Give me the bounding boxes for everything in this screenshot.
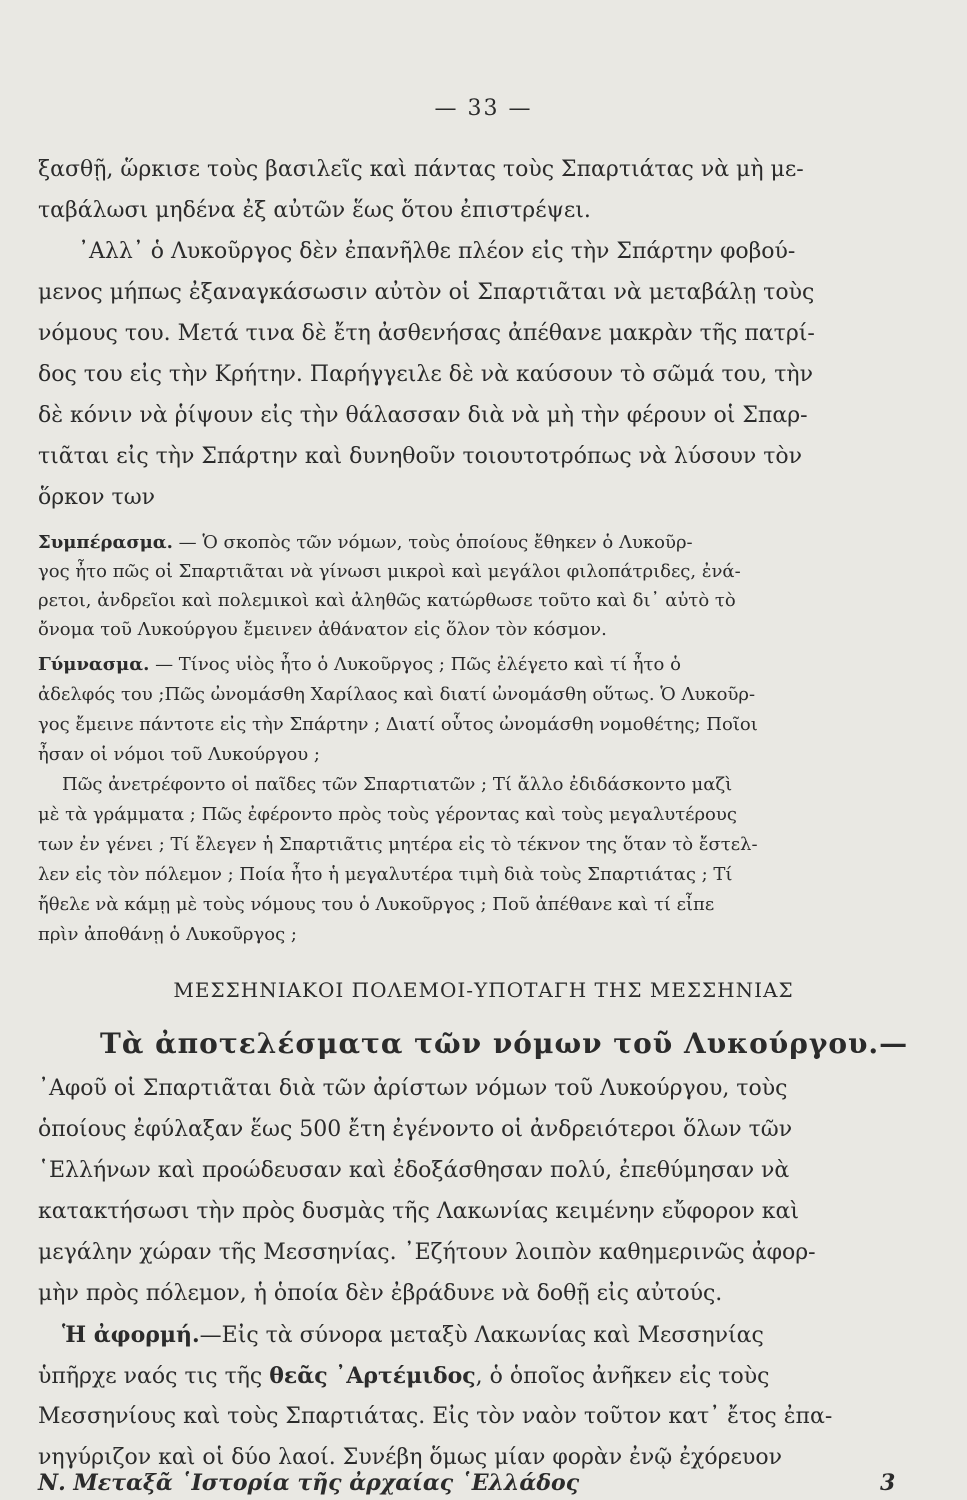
text-line: ᾿Αφοῦ οἱ Σπαρτιᾶται διὰ τῶν ἀρίστων νόμων τοῦ Λυκούργου, τοὺς <box>38 1076 788 1101</box>
text-line: ᾿Αλλ᾿ ὁ Λυκοῦργος δὲν ἐπανῆλθε πλέον εἰς τὴν Σπάρτην φοβού- <box>78 239 796 264</box>
page-number: — 33 — <box>434 96 533 121</box>
goddess-name: θεᾶς ᾿Αρτέμιδος <box>269 1363 476 1389</box>
text-line: γος ἔμεινε πάντοτε εἰς τὴν Σπάρτην ; Διατί οὗτος ὠνομάσθη νομοθέτης; Ποῖοι <box>38 714 758 735</box>
text-line: λεν εἰς τὸν πόλεμον ; Ποία ἦτο ἡ μεγαλυτέρα τιμὴ διὰ τοὺς Σπαρτιάτας ; Τί <box>38 864 733 885</box>
text-line: Μεσσηνίους καὶ τοὺς Σπαρτιάτας. Εἰς τὸν ναὸν τοῦτον κατ᾿ ἔτος ἐπα- <box>38 1404 833 1429</box>
text-line: δος του εἰς τὴν Κρήτην. Παρήγγειλε δὲ νὰ καύσουν τὸ σῶμά του, τὴν <box>38 362 813 387</box>
cause-line2-end: , ὁ ὁποῖος ἀνῆκεν εἰς τοὺς <box>475 1364 770 1389</box>
text-line: μὴν πρὸς πόλεμον, ἡ ὁποία δὲν ἐβράδυνε νὰ δοθῇ εἰς αὐτούς. <box>38 1281 723 1306</box>
summary-label: Συμπέρασμα. <box>38 532 173 553</box>
cause-text: —Εἰς τὰ σύνορα μεταξὺ Λακωνίας καὶ Μεσσηνίας <box>199 1323 764 1348</box>
text-line: μὲ τὰ γράμματα ; Πῶς ἐφέροντο πρὸς τοὺς γέροντας καὶ τοὺς μεγαλυτέρους <box>38 804 737 825</box>
cause-second-line <box>38 1363 769 1389</box>
text-line: μενος μήπως ἐξαναγκάσωσιν αὐτὸν οἱ Σπαρτιᾶται νὰ μεταβάλῃ τοὺς <box>38 280 815 305</box>
cause-label: Ἡ ἀφορμή. <box>62 1322 200 1348</box>
text-line: δὲ κόνιν νὰ ῥίψουν εἰς τὴν θάλασσαν διὰ νὰ μὴ τὴν φέρουν οἱ Σπαρ- <box>38 403 808 428</box>
text-line: ἦσαν οἱ νόμοι τοῦ Λυκούργου ; <box>38 744 320 765</box>
footer-signature: 3 <box>880 1470 896 1496</box>
text-line: νηγύριζον καὶ οἱ δύο λαοί. Συνέβη ὅμως μίαν φορὰν ἐνῷ ἐχόρευον <box>38 1445 782 1470</box>
exercise-label: Γύμνασμα. <box>38 654 150 675</box>
text-line: ῾Ελλήνων καὶ προώδευσαν καὶ ἐδοξάσθησαν πολύ, ἐπεθύμησαν νὰ <box>38 1158 790 1183</box>
text-line: μεγάλην χώραν τῆς Μεσσηνίας. ᾿Εζήτουν λοιπὸν καθημερινῶς ἀφορ- <box>38 1240 816 1265</box>
text-line: γος ἦτο πῶς οἱ Σπαρτιᾶται νὰ γίνωσι μικροὶ καὶ μεγάλοι φιλοπάτριδες, ἐνά- <box>38 561 741 582</box>
text-line: ὁποίους ἐφύλαξαν ἕως 500 ἔτη ἐγένοντο οἱ ἀνδρειότεροι ὅλων τῶν <box>38 1117 793 1142</box>
cause-first-line <box>62 1322 764 1348</box>
text-line: πρὶν ἀποθάνῃ ὁ Λυκοῦργος ; <box>38 924 297 945</box>
text-line: των ἐν γένει ; Τί ἔλεγεν ἡ Σπαρτιᾶτις μητέρα εἰς τὸ τέκνον της ὅταν τὸ ἔστελ- <box>38 834 758 855</box>
text-line: ὄνομα τοῦ Λυκούργου ἔμεινεν ἀθάνατον εἰς ὅλον τὸν κόσμον. <box>38 619 607 640</box>
summary-first-line <box>38 532 693 553</box>
text-line: ταβάλωσι μηδένα ἐξ αὐτῶν ἕως ὅτου ἐπιστρέψει. <box>38 198 591 223</box>
text-line: νόμους του. Μετά τινα δὲ ἔτη ἀσθενήσας ἀπέθανε μακρὰν τῆς πατρί- <box>38 321 815 346</box>
text-line: ἤθελε νὰ κάμῃ μὲ τοὺς νόμους του ὁ Λυκοῦργος ; Ποῦ ἀπέθανε καὶ τί εἶπε <box>38 894 715 915</box>
exercise-text: — Τίνος υἱὸς ἦτο ὁ Λυκοῦργος ; Πῶς ἐλέγετο καὶ τί ἦτο ὁ <box>149 654 681 675</box>
section-title: ΜΕΣΣΗΝΙΑΚΟΙ ΠΟΛΕΜΟΙ-ΥΠΟΤΑΓΗ ΤΗΣ ΜΕΣΣΗΝΙΑΣ <box>173 978 794 1002</box>
text-line: τιᾶται εἰς τὴν Σπάρτην καὶ δυνηθοῦν τοιουτοτρόπως νὰ λύσουν τὸν <box>38 444 802 469</box>
results-heading: Τὰ ἀποτελέσματα τῶν νόμων τοῦ Λυκούργου.— <box>100 1027 909 1060</box>
exercise-first-line <box>38 654 681 675</box>
text-line: ἀδελφός του ;Πῶς ὠνομάσθη Χαρίλαος καὶ διατί ὠνομάσθη οὕτως. Ὁ Λυκοῦρ- <box>38 684 756 705</box>
text-line: Πῶς ἀνετρέφοντο οἱ παῖδες τῶν Σπαρτιατῶν ; Τί ἄλλο ἐδιδάσκοντο μαζὶ <box>62 774 733 795</box>
text-line: ξασθῇ, ὥρκισε τοὺς βασιλεῖς καὶ πάντας τοὺς Σπαρτιάτας νὰ μὴ με- <box>38 157 804 182</box>
cause-line2-start: ὑπῆρχε ναός τις τῆς <box>38 1364 270 1389</box>
footer-book-title: Ν. Μεταξᾶ ῾Ιστορία τῆς ἀρχαίας ῾Ελλάδος <box>38 1470 580 1496</box>
text-line: ὅρκον των <box>38 485 156 510</box>
summary-text: — Ὁ σκοπὸς τῶν νόμων, τοὺς ὁποίους ἔθηκεν ὁ Λυκοῦρ- <box>172 532 693 553</box>
text-line: ρετοι, ἀνδρεῖοι καὶ πολεμικοὶ καὶ ἀληθῶς κατώρθωσε τοῦτο καὶ δι᾿ αὐτὸ τὸ <box>38 590 736 611</box>
text-line: κατακτήσωσι τὴν πρὸς δυσμὰς τῆς Λακωνίας κειμένην εὔφορον καὶ <box>38 1199 799 1224</box>
